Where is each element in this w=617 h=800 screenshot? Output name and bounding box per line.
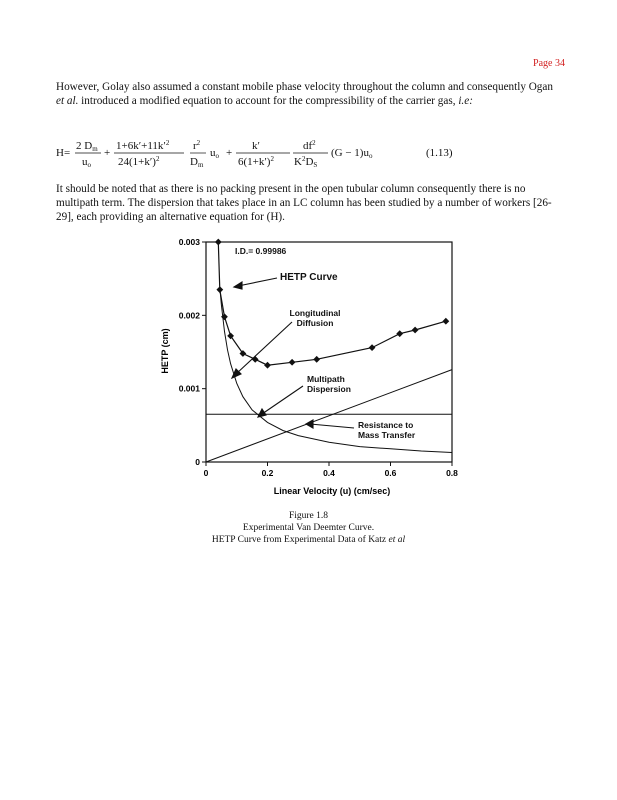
- svg-text:24(1+k′)2: $24(1+k')^2$: [118, 155, 160, 168]
- annotation-resistance-2: Mass Transfer: [358, 430, 416, 440]
- data-point-marker: [215, 239, 222, 246]
- van-deemter-chart: [150, 228, 470, 498]
- annotation-longitudinal-2: Diffusion: [296, 318, 334, 328]
- y-tick-label: 0: [195, 457, 200, 467]
- data-point-marker: [227, 332, 234, 339]
- arrowhead-hetp: [234, 282, 242, 289]
- data-point-marker: [289, 359, 296, 366]
- paragraph-intro: However, Golay also assumed a constant mobile phase velocity throughout the column and consequently Ogan et al. introduced a modified equation to account for the compressibility of the carrier gas, i.e:: [56, 81, 553, 107]
- y-tick-label: 0.002: [178, 310, 200, 321]
- annotation-multipath-2: Dispersion: [307, 384, 351, 394]
- x-tick-label: 0.6: [384, 468, 397, 478]
- svg-text:Dm: Dm: [190, 156, 204, 169]
- svg-text:k′: k′: [252, 140, 260, 152]
- caption-figure-number: Figure 1.8: [288, 511, 329, 521]
- svg-text:=: =: [64, 147, 71, 159]
- page-number: Page 34: [533, 58, 565, 69]
- annotation-multipath-1: Multipath: [307, 374, 345, 384]
- arrow-hetp: [238, 278, 277, 286]
- arrow-longitudinal: [236, 322, 292, 374]
- data-point-marker: [412, 327, 419, 334]
- data-point-marker: [313, 356, 320, 363]
- data-point-marker: [442, 318, 449, 325]
- data-point-marker: [252, 356, 259, 363]
- data-point-marker: [264, 362, 271, 369]
- arrow-multipath: [262, 386, 303, 414]
- x-axis-label: Linear Velocity (u) (cm/sec): [273, 486, 391, 496]
- x-tick-label: 0.4: [323, 468, 335, 478]
- arrowhead-resistance: [306, 420, 313, 428]
- annotation-longitudinal-1: Longitudinal: [289, 308, 341, 318]
- annotation-hetp: HETP Curve: [280, 272, 338, 283]
- x-tick-label: 0: [203, 468, 209, 478]
- svg-text:r2: $r^2$: [193, 139, 201, 152]
- series-experimental-hetp-line: [218, 242, 446, 365]
- svg-text:uo: uo: [82, 156, 91, 169]
- caption-title: Experimental Van Deemter Curve.: [242, 523, 375, 533]
- annotation-id: I.D.= 0.99986: [235, 246, 287, 256]
- figure-caption: [0, 510, 617, 546]
- y-tick-label: 0.003: [178, 237, 200, 247]
- svg-text:df2: $df^2$: [303, 139, 316, 152]
- svg-text:(G − 1)uo: (G − 1)uo: [331, 147, 373, 160]
- data-point-marker: [216, 286, 223, 293]
- data-point-marker: [396, 330, 403, 337]
- svg-text:+: +: [104, 147, 111, 159]
- svg-text:uo: uo: [210, 147, 219, 160]
- x-tick-label: 0.8: [446, 468, 458, 478]
- arrowhead-multipath: [258, 409, 266, 417]
- svg-text:6(1+k′)2: $6(1+k')^2$: [238, 155, 274, 168]
- x-tick-label: 0.2: [261, 468, 274, 478]
- svg-text:2 Dm: 2 Dm: [76, 140, 98, 153]
- data-point-marker: [369, 344, 376, 351]
- equation-1-13: [56, 132, 476, 172]
- svg-text:H: H: [56, 147, 64, 159]
- svg-text:+: +: [226, 147, 233, 159]
- svg-text:1+6k′+11k′2: $1+6k'+11k'^2$: [116, 139, 170, 152]
- paragraph-open-tubular: It should be noted that as there is no packing present in the open tubular column consequently there is no multipath term. The dispersion that takes place in an LC column has been studied by a number of workers [26-29], each providing an alternative equation for (H).: [56, 183, 552, 223]
- y-tick-label: 0.001: [178, 383, 200, 394]
- svg-text:K2DS: $K^2DS$: [294, 155, 318, 169]
- y-axis-label: HETP (cm): [160, 328, 170, 374]
- arrow-resistance: [310, 424, 354, 428]
- caption-source: HETP Curve from Experimental Data of Katz et al: [211, 535, 406, 545]
- annotation-resistance-1: Resistance to: [358, 420, 414, 430]
- svg-text:(1.13): (1.13): [426, 147, 453, 159]
